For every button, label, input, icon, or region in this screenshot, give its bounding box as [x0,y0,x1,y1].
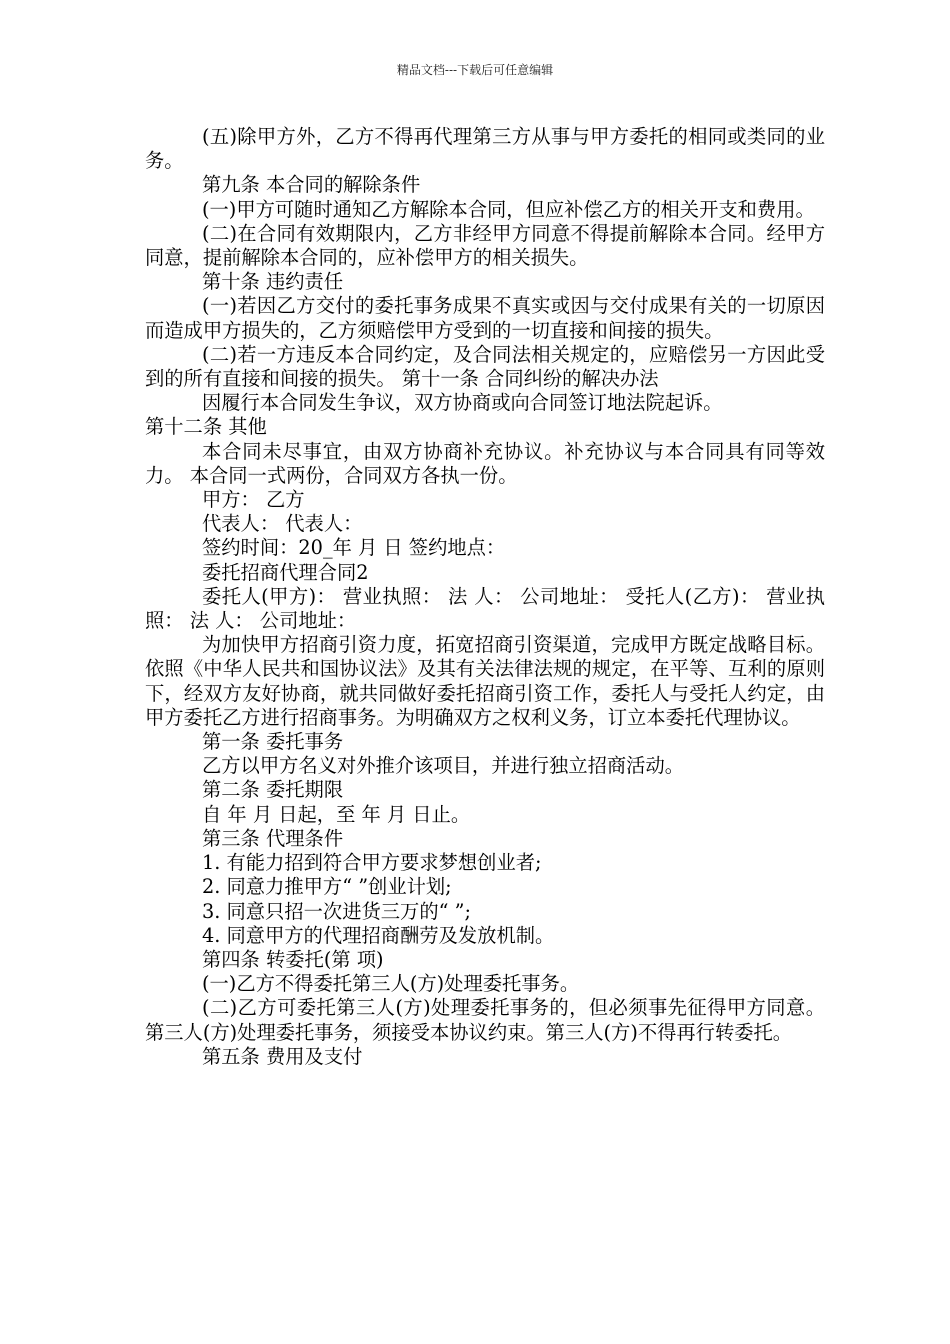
paragraph: 乙方以甲方名义对外推介该项目，并进行独立招商活动。 [202,754,685,778]
document-body [145,125,825,1069]
paragraph: 第十条 违约责任 [202,270,344,294]
paragraph: 第十二条 其他 [145,415,267,439]
paragraph: 为加快甲方招商引资力度，拓宽招商引资渠道，完成甲方既定战略目标。依照《中华人民共和国协议法》及其有关法律法规的规定，在平等、互利的原则下，经双方友好协商，就共同做好委托招商引资工作，委托人与受托人约定，由甲方委托乙方进行招商事务。为明确双方之权利义务，订立本委托代理协议。 [145,633,825,729]
paragraph: 3. 同意只招一次进货三万的“ ”; [202,899,471,923]
paragraph: 委托招商代理合同2 [202,560,369,584]
paragraph: 签约时间：20_年 月 日 签约地点： [202,536,506,560]
paragraph: 代表人： 代表人： [202,512,363,536]
paragraph: 2. 同意力推甲方“ ”创业计划; [202,875,452,899]
paragraph: (一)甲方可随时通知乙方解除本合同，但应补偿乙方的相关开支和费用。 [202,197,815,221]
paragraph: 1. 有能力招到符合甲方要求梦想创业者; [202,851,542,875]
paragraph: 因履行本合同发生争议，双方协商或向合同签订地法院起诉。 [202,391,723,415]
page-header: 精品文档---下载后可任意编辑 [396,63,554,77]
paragraph: 4. 同意甲方的代理招商酬劳及发放机制。 [202,923,555,947]
paragraph: (二)在合同有效期限内，乙方非经甲方同意不得提前解除本合同。经甲方同意，提前解除本合同的，应补偿甲方的相关损失。 [145,221,825,270]
paragraph: 第五条 费用及支付 [202,1044,363,1068]
paragraph: 自 年 月 日起，至 年 月 日止。 [202,802,471,826]
paragraph: (二)乙方可委托第三人(方)处理委托事务的，但必须事先征得甲方同意。第三人(方)处理委托事务，须接受本协议约束。第三人(方)不得再行转委托。 [145,996,825,1044]
paragraph: 第九条 本合同的解除条件 [202,173,421,197]
paragraph: (一)若因乙方交付的委托事务成果不真实或因与交付成果有关的一切原因而造成甲方损失的，乙方须赔偿甲方受到的一切直接和间接的损失。 [145,294,825,342]
paragraph: (二)若一方违反本合同约定，及合同法相关规定的，应赔偿另一方因此受到的所有直接和间接的损失。 第十一条 合同纠纷的解决办法 [145,342,825,391]
paragraph: 甲方： 乙方 [202,488,305,512]
paragraph: 第一条 委托事务 [202,730,344,754]
paragraph: 委托人(甲方)： 营业执照： 法 人： 公司地址： 受托人(乙方)： 营业执照： 法 人： 公司地址： [145,584,825,633]
paragraph: 第四条 转委托(第 项) [202,947,384,971]
paragraph: (五)除甲方外，乙方不得再代理第三方从事与甲方委托的相同或类同的业务。 [145,125,825,173]
paragraph: 第二条 委托期限 [202,778,344,802]
paragraph: 本合同未尽事宜，由双方协商补充协议。补充协议与本合同具有同等效力。 本合同一式两份，合同双方各执一份。 [145,439,825,487]
paragraph: 第三条 代理条件 [202,826,344,850]
paragraph: (一)乙方不得委托第三人(方)处理委托事务。 [202,972,580,996]
